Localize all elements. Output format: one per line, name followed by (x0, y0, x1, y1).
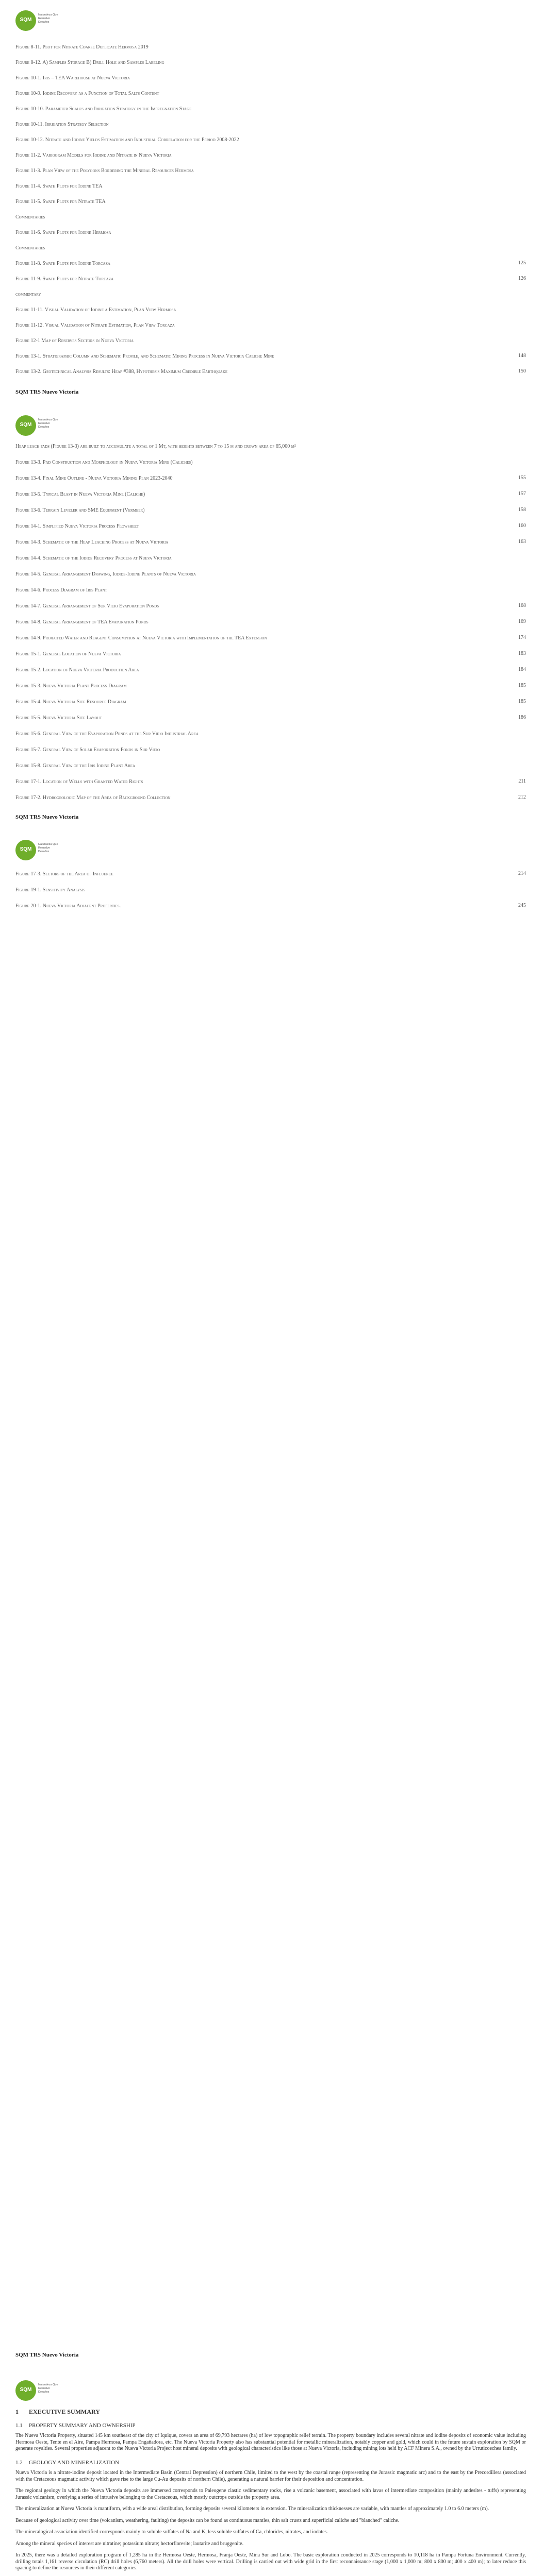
toc-entry-title: Figure 11-6. Swath Plots for Iodine Hermosa (15, 230, 111, 235)
document-page-3 (0, 829, 544, 860)
toc-entry-title: Figure 17-2. Hydrogeologic Map of the Area of Background Collection (15, 795, 171, 801)
toc-entry[interactable] (15, 106, 526, 115)
footer-title: SQM TRS Nuevo Victoria (15, 2352, 79, 2358)
toc-entry-title: Figure 14-6. Process Diagram of Iris Plant (15, 587, 107, 593)
toc-entry-title: Figure 12-1 Map of Reserves Sectors in Nueva Victoria (15, 338, 134, 344)
toc-entry[interactable] (15, 507, 526, 516)
toc-entry[interactable] (15, 322, 526, 331)
toc-entry-title: Figure 13-5. Typical Blast in Nueva Victoria Mine (Caliche) (15, 492, 145, 497)
toc-entry-page: 158 (518, 507, 526, 513)
toc-entry-page: 212 (518, 794, 526, 800)
toc-entry[interactable] (15, 731, 526, 740)
toc-entry[interactable] (15, 90, 526, 99)
paragraph: The mineralization at Nueva Victoria is mantiform, with a wide areal distribution, forming deposits several kilometers in extension. The mineralization thicknesses are variable, with mantles of approximately 1.0 to 6.0 meters (m). (15, 2506, 489, 2512)
toc-entry[interactable] (15, 603, 526, 612)
toc-entry-title: Figure 10-12. Nitrate and Iodine Yields Estimation and Industrial Correlation for the Period 2008-2022 (15, 137, 239, 143)
sqm-logo-icon: SQM (15, 10, 36, 31)
toc-entry[interactable] (15, 307, 526, 316)
toc-entry-title: Figure 10-1. Iris – TEA Warehouse at Nueva Victoria (15, 75, 130, 81)
toc-entry[interactable] (15, 167, 526, 177)
toc-entry-page: 157 (518, 491, 526, 497)
sqm-logo (15, 415, 57, 436)
toc-entry[interactable] (15, 152, 526, 161)
toc-entry-page: 174 (518, 635, 526, 640)
page-footer (15, 389, 526, 397)
toc-entry-title: Figure 11-3. Plan View of the Polygons Bordering the Mineral Resources Hermosa (15, 168, 194, 174)
toc-entry[interactable] (15, 699, 526, 708)
toc-entry-title: Figure 15-1. General Location of Nueva Victoria (15, 651, 121, 657)
toc-entry-title: Figure 8-12. A) Samples Storage B) Drill Hole and Samples Labeling (15, 60, 164, 65)
sqm-logo (15, 2380, 57, 2401)
toc-entry[interactable] (15, 667, 526, 676)
toc-entry[interactable] (15, 353, 526, 362)
toc-entry[interactable] (15, 260, 526, 269)
toc-entry-title: Figure 11-4. Swath Plots for Iodine TEA (15, 183, 103, 189)
toc-entry-page: 155 (518, 475, 526, 481)
toc-entry-title: Figure 14-1. Simplified Nueva Victoria Process Flowsheet (15, 523, 139, 529)
toc-entry[interactable] (15, 245, 526, 254)
toc-entry-title: Figure 15-2. Location of Nueva Victoria Production Area (15, 667, 139, 673)
toc-entry[interactable] (15, 198, 526, 208)
paragraph: In 2025, there was a detailed exploration program of 1,285 ha in the Hermosa Oeste, Hermosa, Franja Oeste, Mina Sur and Lobo. The basic exploration conducted in 2025 corresponds to 10,118 ha in Pampa Fortuna Environment. Currently, drilling totals 1,161 reverse circulation (RC) drill holes (6,760 meters). All the drill holes were vertical. Drilling is carried out with wide grid in the first reconnaissance stage (1,000 x 1,000 m; 800 x 800 m; 400 x 400 m); to later reduce this spacing to define the resources in their different categories. (15, 2552, 526, 2571)
toc-entry[interactable] (15, 903, 526, 912)
toc-entry-title: Figure 14-5. General Arrangement Drawing, Iodide-Iodine Plants of Nueva Victoria (15, 571, 196, 577)
toc-entry-page: 211 (518, 778, 526, 784)
toc-entry-page: 163 (518, 539, 526, 545)
toc-entry[interactable] (15, 337, 526, 347)
page-footer (15, 814, 526, 822)
toc-entry-title: Figure 11-9. Swath Plots for Nitrate Torcaza (15, 276, 114, 282)
toc-entry[interactable] (15, 871, 526, 880)
toc-entry[interactable] (15, 183, 526, 192)
toc-entry[interactable] (15, 475, 526, 484)
toc-entry-title: Figure 11-11. Visual Validation of Iodine a Estimation, Plan View Hermosa (15, 307, 176, 313)
toc-entry-title: Figure 19-1. Sensitivity Analysis (15, 887, 86, 893)
toc-entry-title: Figure 15-5. Nueva Victoria Site Layout (15, 715, 102, 721)
toc-entry[interactable] (15, 619, 526, 628)
toc-entry[interactable] (15, 555, 526, 564)
toc-entry[interactable] (15, 571, 526, 580)
toc-entry-title: Figure 15-6. General View of the Evaporation Ponds at the Sur Viejo Industrial Area (15, 731, 199, 737)
toc-entry[interactable] (15, 291, 526, 300)
sqm-logo (15, 10, 57, 31)
toc-entry[interactable] (15, 523, 526, 532)
paragraph: Because of geological activity over time (volcanism, weathering, faulting) the deposits can be found as continuous mantles, thin salt crusts and superficial caliche and "blanched" caliche. (15, 2517, 400, 2523)
toc-entry[interactable] (15, 778, 526, 788)
toc-entry-title: Figure 15-3. Nueva Victoria Plant Process Diagram (15, 683, 127, 689)
toc-entry-title: Figure 13-3. Pad Construction and Morphology in Nueva Victoria Mine (Caliches) (15, 460, 193, 465)
toc-entry[interactable] (15, 887, 526, 896)
footer-title: SQM TRS Nuevo Victoria (15, 814, 79, 820)
toc-entry[interactable] (15, 747, 526, 756)
toc-entry-page: 185 (518, 683, 526, 688)
toc-entry[interactable] (15, 715, 526, 724)
sqm-logo-icon: SQM (15, 840, 36, 860)
toc-entry-title: Figure 11-2. Variogram Models for Iodine and Nitrate in Nueva Victoria (15, 152, 172, 158)
toc-entry-title: Figure 11-5. Swath Plots for Nitrate TEA (15, 199, 106, 205)
toc-entry[interactable] (15, 368, 526, 378)
page-footer (15, 2352, 526, 2360)
executive-summary (15, 2409, 526, 2576)
toc-entry-page: 183 (518, 651, 526, 656)
document-page-4 (0, 2370, 544, 2401)
toc-entry-title: Figure 11-8. Swath Plots for Iodine Torcaza (15, 261, 110, 266)
paragraph: The regional geology in which the Nueva Victoria deposits are immersed corresponds to Paleogene clastic sedimentary rocks, rise a volcanic basement, associated with lavas of intermediate composition (mainly andesites - tuffs) representing Jurassic volcanism, overlying a series of intrusive belonging to the Cretaceous, which mostly outcrops outside the property area. (15, 2488, 526, 2500)
toc-entry[interactable] (15, 683, 526, 692)
paragraph: Among the mineral species of interest are nitratine; potassium nitrate; hectorfloresite; lautarite and bruggenite. (15, 2540, 244, 2547)
toc-entry[interactable] (15, 443, 526, 452)
subsection-heading: 1.2 GEOLOGY AND MINERALIZATION (15, 2459, 119, 2466)
logo-tagline: Naturaleza Que Resuelve Desafios (38, 418, 58, 429)
toc-entry-title: Figure 14-9. Projected Water and Reagent Consumption at Nueva Victoria with Implementation of the TEA Extension (15, 635, 267, 641)
toc-entry-page: 245 (518, 903, 526, 908)
sqm-logo-icon: SQM (15, 2380, 36, 2401)
toc-entry-title: Figure 17-3. Sectors of the Area of Influence (15, 871, 113, 877)
toc-entry-title: Figure 10-9. Iodine Recovery as a Function of Total Salts Content (15, 91, 159, 96)
toc-entry-title: Figure 15-8. General View of the Iris Iodine Plant Area (15, 763, 136, 769)
toc-entry-title: Figure 14-3. Schematic of the Heap Leaching Process at Nueva Victoria (15, 539, 169, 545)
toc-entry-title: Commentaries (15, 245, 45, 251)
toc-entry[interactable] (15, 539, 526, 548)
toc-entry-page: 125 (518, 260, 526, 266)
toc-entry[interactable] (15, 491, 526, 500)
section-heading: 1 EXECUTIVE SUMMARY (15, 2408, 100, 2415)
toc-entry[interactable] (15, 587, 526, 596)
paragraph: The mineralogical association identified corresponds mainly to soluble sulfates of Na and K, less soluble sulfates of Ca, chlorides, nitrates, and iodates. (15, 2529, 328, 2535)
toc-entry[interactable] (15, 635, 526, 644)
toc-entry-title: Figure 10-11. Irrigation Strategy Selection (15, 122, 109, 127)
toc-entry[interactable] (15, 214, 526, 223)
toc-entry-title: Figure 13-6. Terrain Leveler and SME Equipment (Vermeer) (15, 507, 145, 513)
toc-entry[interactable] (15, 137, 526, 146)
toc-entry[interactable] (15, 121, 526, 130)
toc-entry-page: 169 (518, 619, 526, 624)
paragraph: The Nueva Victoria Property, situated 145 km southeast of the city of Iquique, covers an area of 69,793 hectares (ha) of low topographic relief terrain. The property boundary includes several nitrate and iodine deposits of economic value including Hermosa Oeste, Tente en el Aire, Pampa Hermosa, Pampa Engañadora, etc. The Nueva Victoria Property also has substantial potential for metallic mineralization, notably copper and gold, which could in the future sustain exploration by SQM or generate royalties. Several properties adjacent to the Nueva Victoria Project host mineral deposits with geological characteristics like those at Nueva Victoria, including mining lots held by ACF Minera S.A., owned by the Urruticoechea family. (15, 2433, 526, 2451)
toc-entry[interactable] (15, 459, 526, 468)
toc-entry[interactable] (15, 794, 526, 804)
sqm-logo-icon: SQM (15, 415, 36, 436)
toc-entry[interactable] (15, 651, 526, 660)
toc-entry-title: Figure 17-1. Location of Wells with Granted Water Rights (15, 779, 143, 785)
toc-entry-title: Figure 13-1. Stratigraphic Column and Schematic Profile, and Schematic Mining Process in Nueva Victoria Caliche Mine (15, 353, 274, 359)
toc-entry-title: Commentaries (15, 214, 45, 220)
toc-entry[interactable] (15, 59, 526, 69)
toc-entry[interactable] (15, 276, 526, 285)
sqm-logo (15, 840, 57, 860)
toc-entry-title: Heap leach pads (Figure 13-3) are built to accumulate a total of 1 Mt, with heights between 7 to 15 m and crown area of 65,000 m² (15, 444, 296, 449)
toc-entry-title: Figure 8-11. Plot for Nitrate Coarse Duplicate Hermosa 2019 (15, 44, 149, 50)
toc-entry-title: Figure 14-7. General Arrangement of Sur Viejo Evaporation Ponds (15, 603, 159, 609)
toc-entry-page: 148 (518, 353, 526, 359)
toc-entry-page: 185 (518, 699, 526, 704)
toc-entry-title: Figure 15-4. Nueva Victoria Site Resource Diagram (15, 699, 126, 705)
toc-entry-title: Figure 11-12. Visual Validation of Nitrate Estimation, Plan View Torcaza (15, 323, 175, 328)
toc-entry[interactable] (15, 44, 526, 53)
logo-tagline: Naturaleza Que Resuelve Desafios (38, 843, 58, 853)
footer-title: SQM TRS Nuevo Victoria (15, 389, 79, 395)
subsection-heading: 1.1 PROPERTY SUMMARY AND OWNERSHIP (15, 2422, 136, 2429)
toc-entry-page: 160 (518, 523, 526, 529)
toc-entry-page: 184 (518, 667, 526, 672)
toc-entry-page: 186 (518, 715, 526, 720)
toc-entry[interactable] (15, 75, 526, 84)
toc-entry-title: Figure 10-10. Parameter Scales and Irrigation Strategy in the Impregnation Stage (15, 106, 192, 112)
toc-entry-title: Figure 15-7. General View of Solar Evaporation Ponds in Sur Viejo (15, 747, 160, 753)
toc-entry-title: commentary (15, 292, 41, 297)
toc-entry-page: 150 (518, 368, 526, 374)
logo-tagline: Naturaleza Que Resuelve Desafios (38, 2383, 58, 2394)
toc-entry-page: 214 (518, 871, 526, 876)
toc-entry-page: 168 (518, 603, 526, 608)
toc-entry-title: Figure 13-2. Geotechnical Analysis Results: Heap #388, Hypothesis Maximum Credible Earthquake (15, 369, 228, 375)
toc-entry-title: Figure 14-4. Schematic of the Iodide Recovery Process at Nueva Victoria (15, 555, 172, 561)
toc-entry-title: Figure 13-4. Final Mine Outline - Nueva Victoria Mining Plan 2023-2040 (15, 476, 173, 481)
toc-entry-page: 126 (518, 276, 526, 281)
toc-entry-title: Figure 20-1. Nueva Victoria Adjacent Properties. (15, 903, 121, 909)
document-page-1 (0, 0, 544, 392)
toc-entry[interactable] (15, 762, 526, 772)
paragraph: Nueva Victoria is a nitrate-iodine deposit located in the Intermediate Basin (Central Depression) of northern Chile, limited to the west by the coastal range (representing the Jurassic magmatic arc) and to the east by the Precordillera (associated with the Cretaceous magmatic activity which gave rise to the large Cu-Au deposits of northern Chile), generating a natural barrier for their deposition and concentration. (15, 2470, 526, 2482)
logo-tagline: Naturaleza Que Resuelve Desafios (38, 13, 58, 24)
toc-entry[interactable] (15, 229, 526, 239)
toc-entry-title: Figure 14-8. General Arrangement of TEA Evaporation Ponds (15, 619, 149, 625)
